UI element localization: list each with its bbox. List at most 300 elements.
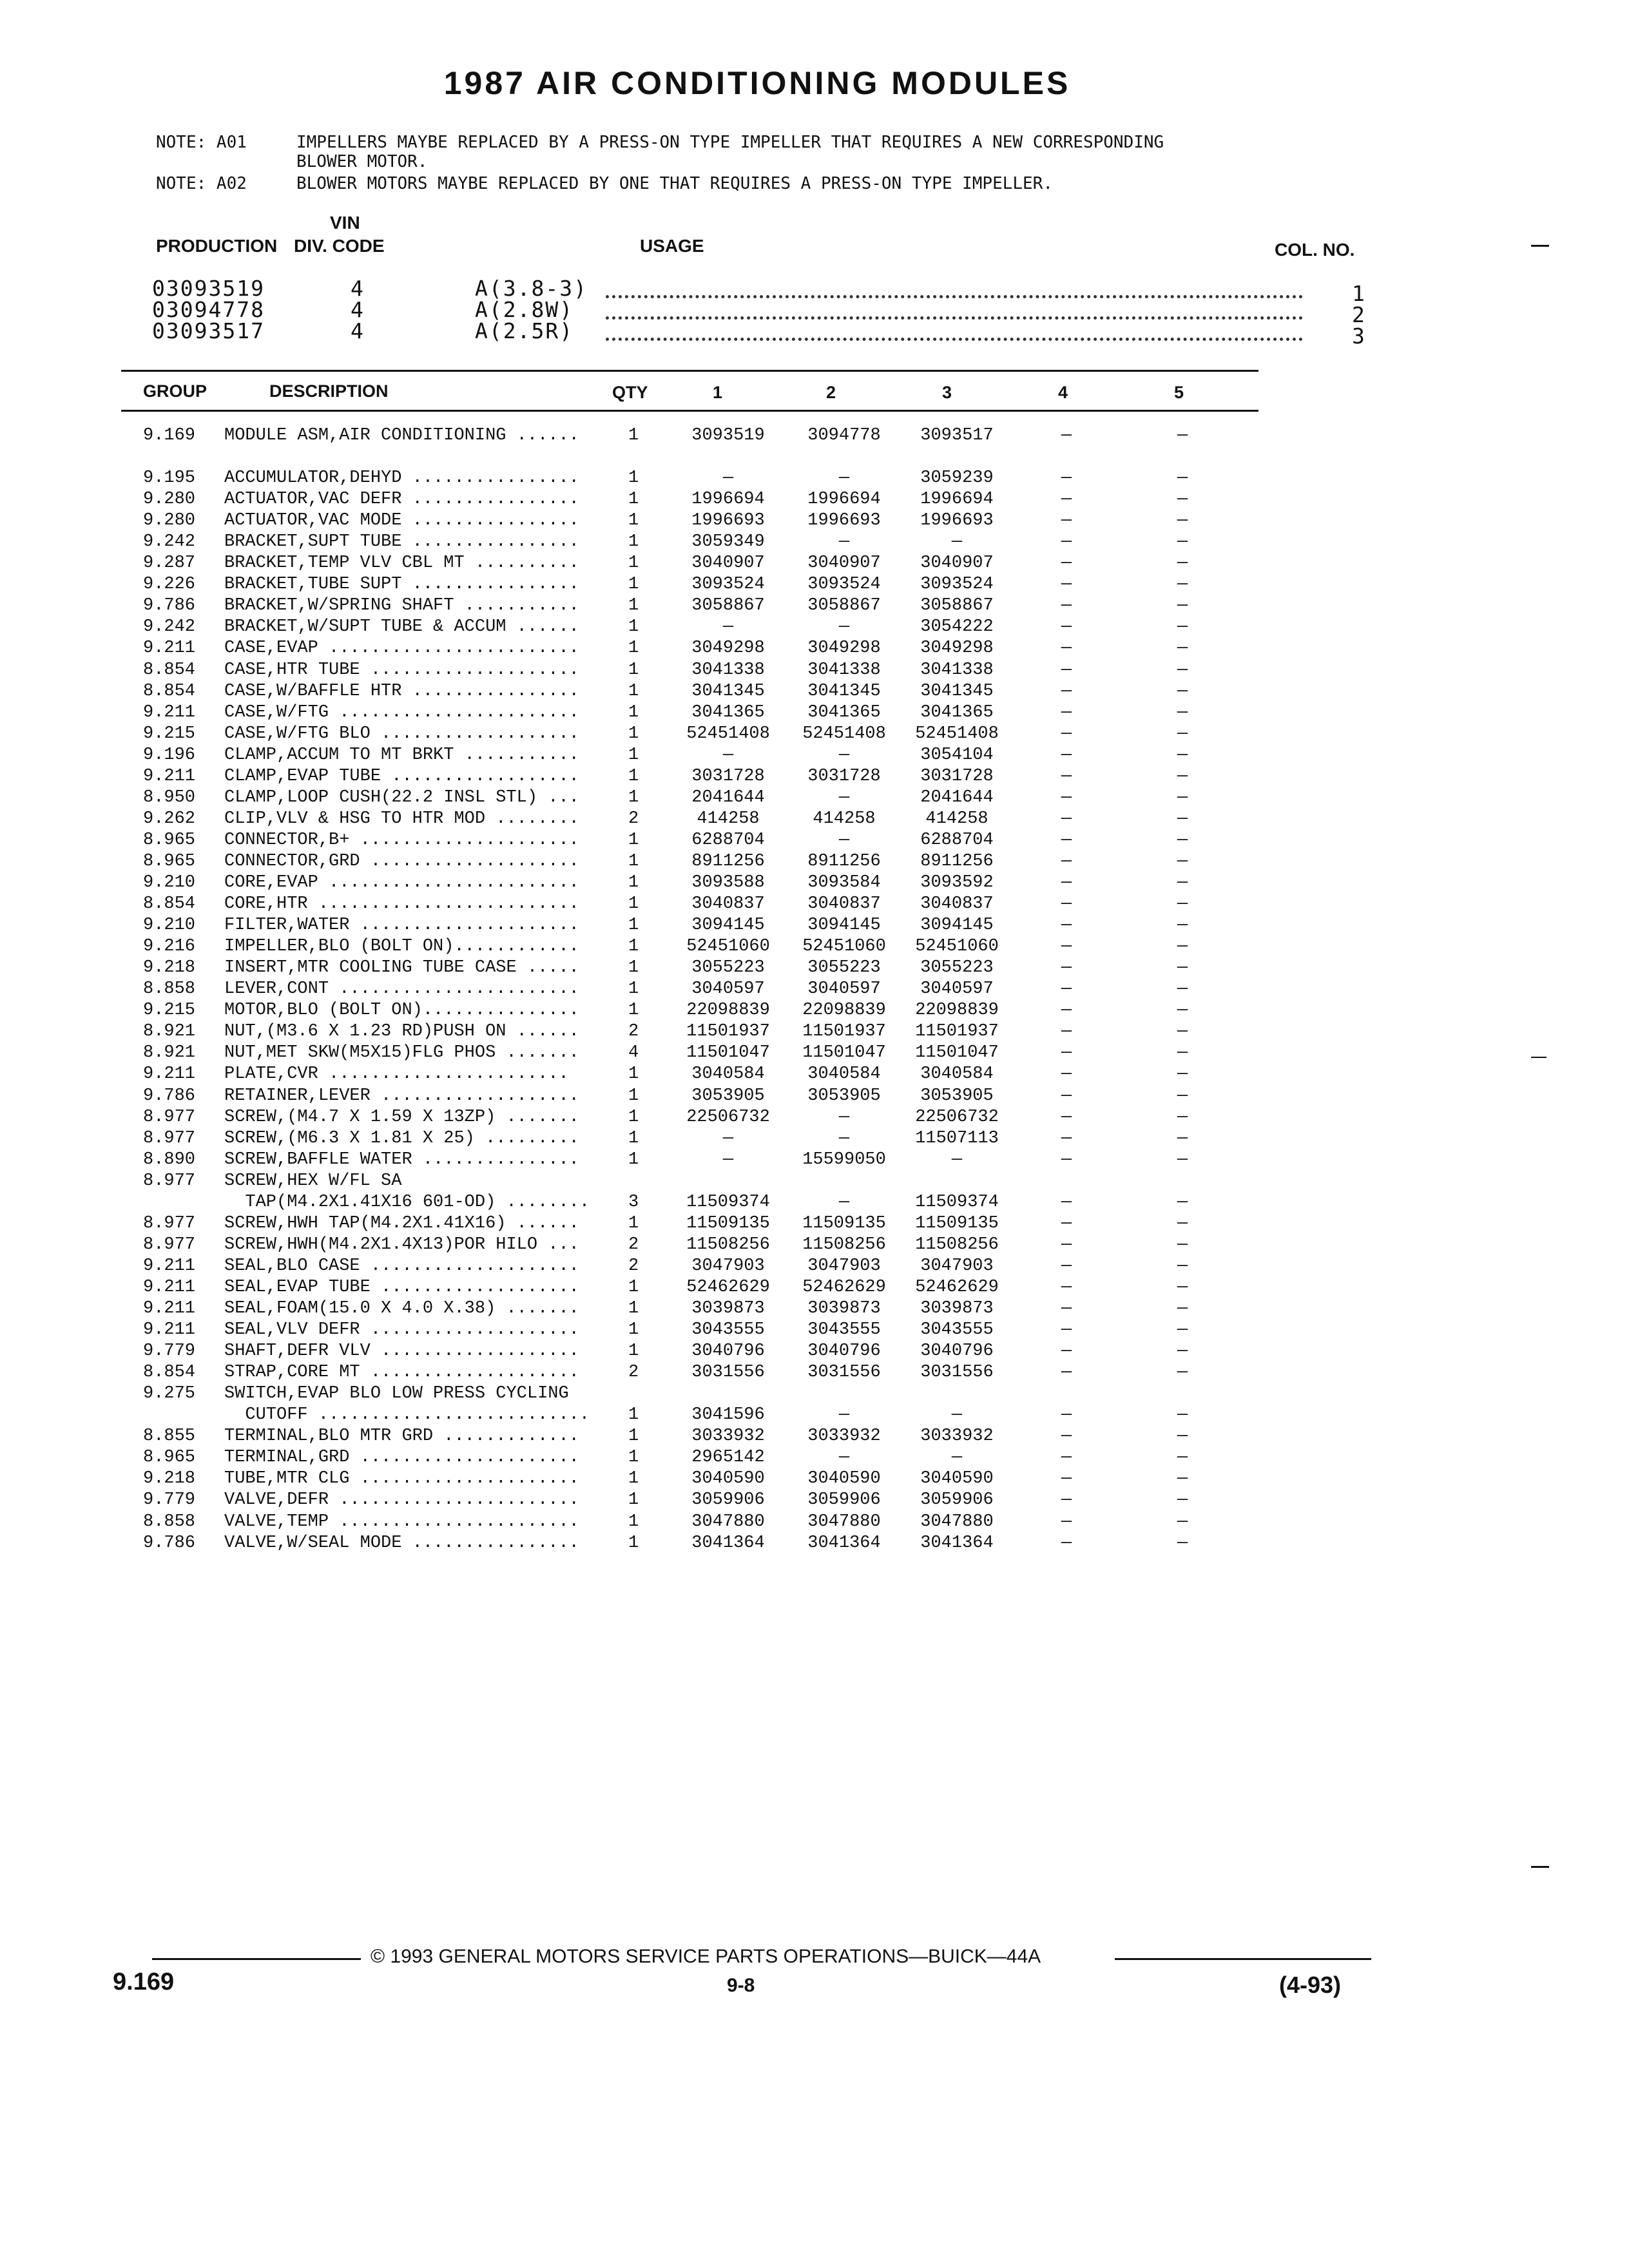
row-col1: 2965142 — [691, 1448, 765, 1468]
row-col2: 414258 — [813, 809, 876, 829]
row-col4: — — [1061, 1341, 1072, 1361]
row-col5: — — [1177, 681, 1188, 701]
row-col5: — — [1177, 851, 1188, 871]
row-col5: — — [1177, 958, 1188, 978]
row-col2: 3031556 — [807, 1363, 881, 1383]
row-col2: 11501937 — [802, 1022, 886, 1042]
row-group: 9.211 — [143, 1320, 196, 1340]
table-row — [0, 1447, 1629, 1468]
table-row — [0, 766, 1629, 787]
table-row — [0, 1341, 1629, 1362]
table-row — [0, 894, 1629, 915]
row-col4: — — [1061, 1086, 1072, 1106]
row-col1: — — [722, 745, 734, 765]
note-text-continued: BLOWER MOTOR. — [296, 152, 428, 171]
row-qty: 1 — [628, 532, 639, 552]
row-description: FILTER,WATER ..................... — [224, 916, 579, 936]
row-qty: 2 — [628, 809, 639, 829]
row-col5: — — [1177, 468, 1188, 488]
row-col3: 52451060 — [915, 937, 999, 957]
row-col4: — — [1061, 575, 1072, 595]
row-description: BRACKET,W/SPRING SHAFT ........... — [224, 596, 579, 616]
row-col4: — — [1061, 937, 1072, 957]
row-col2: 3094778 — [807, 426, 881, 445]
table-row — [0, 574, 1629, 595]
row-col1: 1996694 — [691, 490, 765, 510]
row-qty: 1 — [628, 702, 639, 722]
row-col5: — — [1177, 1086, 1188, 1106]
row-col4: — — [1061, 1299, 1072, 1318]
row-col5: — — [1177, 1533, 1188, 1553]
row-description: CONNECTOR,B+ ..................... — [224, 830, 579, 850]
row-col4: — — [1061, 766, 1072, 786]
row-col5: — — [1177, 575, 1188, 595]
row-col1: — — [722, 1128, 734, 1148]
row-col1: 22506732 — [686, 1107, 770, 1127]
row-col1: 3040597 — [691, 979, 765, 999]
row-col4: — — [1061, 426, 1072, 445]
row-col5: — — [1177, 916, 1188, 936]
row-col4: — — [1061, 702, 1072, 722]
row-qty: 4 — [628, 1043, 639, 1063]
row-group: 8.854 — [143, 894, 196, 914]
table-row — [0, 745, 1629, 766]
row-qty: 1 — [628, 766, 639, 786]
row-col2: 3055223 — [807, 958, 881, 978]
row-description: RETAINER,LEVER ................... — [224, 1086, 579, 1106]
row-col3: 11509374 — [915, 1192, 999, 1212]
row-description: IMPELLER,BLO (BOLT ON)............ — [224, 937, 579, 957]
row-qty: 1 — [628, 1213, 639, 1233]
row-col1: 11501047 — [686, 1043, 770, 1063]
row-col2: 3040584 — [807, 1064, 881, 1084]
row-col2: 1996693 — [807, 511, 881, 531]
row-group: 8.858 — [143, 1512, 196, 1532]
row-qty: 1 — [628, 660, 639, 680]
row-col4: — — [1061, 724, 1072, 744]
row-col4: — — [1061, 1256, 1072, 1276]
row-col2: 3041365 — [807, 702, 881, 722]
row-col4: — — [1061, 830, 1072, 850]
row-col3: 1996694 — [920, 490, 994, 510]
row-col2: — — [838, 1448, 850, 1468]
row-col5: — — [1177, 1341, 1188, 1361]
row-col4: — — [1061, 809, 1072, 829]
table-row — [0, 425, 1629, 447]
leader-dots — [606, 338, 1303, 341]
row-col4: — — [1061, 1405, 1072, 1425]
row-qty: 1 — [628, 1490, 639, 1510]
row-description: NUT,MET SKW(M5X15)FLG PHOS ....... — [224, 1043, 579, 1063]
table-row — [0, 595, 1629, 617]
table-row — [0, 957, 1629, 979]
row-col4: — — [1061, 1363, 1072, 1383]
row-group: 9.218 — [143, 958, 196, 978]
row-col5: — — [1177, 724, 1188, 744]
row-qty: 1 — [628, 745, 639, 765]
row-col3: 3053905 — [920, 1086, 994, 1106]
row-col5: — — [1177, 702, 1188, 722]
row-col4: — — [1061, 851, 1072, 871]
row-col3: 3040584 — [920, 1064, 994, 1084]
row-col5: — — [1177, 745, 1188, 765]
row-col2: — — [838, 745, 850, 765]
row-col3: 11507113 — [915, 1128, 999, 1148]
note-a02 — [156, 174, 1053, 193]
row-col3: 3059239 — [920, 468, 994, 488]
row-col5: — — [1177, 1213, 1188, 1233]
row-col4: — — [1061, 490, 1072, 510]
row-col1: 3093519 — [691, 426, 765, 445]
table-row — [0, 532, 1629, 553]
table-row — [0, 830, 1629, 851]
row-col3: 3040597 — [920, 979, 994, 999]
row-col4: — — [1061, 745, 1072, 765]
row-group: 9.280 — [143, 511, 196, 531]
table-row — [0, 702, 1629, 724]
row-col2: 3040837 — [807, 894, 881, 914]
row-col5: — — [1177, 1001, 1188, 1021]
row-description: PLATE,CVR ....................... — [224, 1064, 569, 1084]
table-row — [0, 617, 1629, 638]
row-col4: — — [1061, 1043, 1072, 1063]
row-col1: 3040837 — [691, 894, 765, 914]
vin-header: VIN — [330, 213, 360, 233]
note-text: BLOWER MOTORS MAYBE REPLACED BY ONE THAT REQUIRES A PRESS-ON TYPE IMPELLER. — [296, 174, 1053, 193]
row-col5: — — [1177, 639, 1188, 658]
row-qty: 1 — [628, 639, 639, 658]
row-col2: 3041338 — [807, 660, 881, 680]
row-group: 9.211 — [143, 1256, 196, 1276]
row-col3: 3094145 — [920, 916, 994, 936]
row-col5: — — [1177, 511, 1188, 531]
row-col5: — — [1177, 1149, 1188, 1169]
row-qty: 1 — [628, 1064, 639, 1084]
row-group: 9.786 — [143, 1533, 196, 1553]
row-group: 8.921 — [143, 1043, 196, 1063]
row-col2: — — [838, 1107, 850, 1127]
vin-production: 03093517 — [152, 318, 265, 343]
row-col1: 3093524 — [691, 575, 765, 595]
row-col3: 22098839 — [915, 1001, 999, 1021]
row-col3: 3031556 — [920, 1363, 994, 1383]
vin-div: 4 — [351, 276, 365, 301]
footer-rule-left — [152, 1958, 361, 1960]
row-col2: 3041364 — [807, 1533, 881, 1553]
row-col1: 3041364 — [691, 1533, 765, 1553]
group-header: GROUP — [143, 381, 207, 401]
row-qty: 1 — [628, 787, 639, 807]
row-group: 9.196 — [143, 745, 196, 765]
row-col4: — — [1061, 617, 1072, 637]
row-col5: — — [1177, 979, 1188, 999]
row-col2: — — [838, 1405, 850, 1425]
row-col5: — — [1177, 1064, 1188, 1084]
row-col2: 1996694 — [807, 490, 881, 510]
row-qty: 1 — [628, 1512, 639, 1532]
row-group: 8.950 — [143, 787, 196, 807]
row-col3: 3031728 — [920, 766, 994, 786]
row-col3: 52462629 — [915, 1277, 999, 1297]
row-col3: 3093517 — [920, 426, 994, 445]
row-qty: 2 — [628, 1235, 639, 1254]
row-qty: 1 — [628, 1320, 639, 1340]
row-col5: — — [1177, 1128, 1188, 1148]
row-col5: — — [1177, 894, 1188, 914]
table-row — [0, 553, 1629, 574]
row-description: INSERT,MTR COOLING TUBE CASE ..... — [224, 958, 579, 978]
row-qty: 1 — [628, 1299, 639, 1318]
row-group: 9.211 — [143, 1277, 196, 1297]
table-row — [0, 787, 1629, 809]
row-col5: — — [1177, 1320, 1188, 1340]
row-col1: 11508256 — [686, 1235, 770, 1254]
row-qty: 1 — [628, 1128, 639, 1148]
row-description: CLIP,VLV & HSG TO HTR MOD ........ — [224, 809, 579, 829]
row-col4: — — [1061, 873, 1072, 892]
note-label: NOTE: A02 — [156, 174, 247, 193]
row-qty: 2 — [628, 1363, 639, 1383]
row-group: 9.211 — [143, 1299, 196, 1318]
row-description: TUBE,MTR CLG ..................... — [224, 1469, 579, 1489]
row-qty: 1 — [628, 1107, 639, 1127]
row-description: SCREW,(M6.3 X 1.81 X 25) ......... — [224, 1128, 579, 1148]
row-qty: 2 — [628, 1256, 639, 1276]
table-row — [0, 1000, 1629, 1021]
row-col2: — — [838, 532, 850, 552]
margin-mark — [1531, 245, 1549, 247]
table-row — [0, 1320, 1629, 1341]
table-row — [0, 1533, 1629, 1554]
row-col5: — — [1177, 1192, 1188, 1212]
row-group: 8.977 — [143, 1171, 196, 1191]
table-row — [0, 851, 1629, 872]
row-qty: 1 — [628, 681, 639, 701]
row-col4: — — [1061, 1512, 1072, 1532]
row-col1: 3047880 — [691, 1512, 765, 1532]
row-col4: — — [1061, 787, 1072, 807]
row-col2: 52451060 — [802, 937, 886, 957]
row-col4: — — [1061, 1128, 1072, 1148]
row-group: 9.215 — [143, 724, 196, 744]
row-col2: 3093524 — [807, 575, 881, 595]
row-col5: — — [1177, 1490, 1188, 1510]
table-row — [0, 1192, 1629, 1213]
table-row — [0, 468, 1629, 489]
row-description: VALVE,TEMP ....................... — [224, 1512, 579, 1532]
row-qty: 1 — [628, 979, 639, 999]
row-qty: 1 — [628, 724, 639, 744]
row-col3: 414258 — [925, 809, 988, 829]
row-qty: 1 — [628, 553, 639, 573]
row-col2: 3040796 — [807, 1341, 881, 1361]
row-col5: — — [1177, 1363, 1188, 1383]
row-col1: 3053905 — [691, 1086, 765, 1106]
row-col1: 3041365 — [691, 702, 765, 722]
row-col2: 3043555 — [807, 1320, 881, 1340]
vin-col: 3 — [1352, 323, 1366, 349]
table-row — [0, 660, 1629, 681]
row-col1: 52451060 — [686, 937, 770, 957]
row-description: SWITCH,EVAP BLO LOW PRESS CYCLING — [224, 1384, 569, 1404]
row-col1: 11509135 — [686, 1213, 770, 1233]
row-group: 8.977 — [143, 1235, 196, 1254]
row-col5: — — [1177, 1256, 1188, 1276]
row-qty: 1 — [628, 1448, 639, 1468]
row-group: 9.218 — [143, 1469, 196, 1489]
row-group: 9.215 — [143, 1001, 196, 1021]
row-col2: 3094145 — [807, 916, 881, 936]
row-col1: 3033932 — [691, 1427, 765, 1446]
table-row — [0, 1256, 1629, 1277]
row-col1: — — [722, 1149, 734, 1169]
table-row — [0, 1383, 1629, 1405]
row-group: 9.211 — [143, 766, 196, 786]
footer-group-number: 9.169 — [113, 1968, 175, 1995]
table-row — [0, 1107, 1629, 1128]
row-col2: 11509135 — [802, 1213, 886, 1233]
row-qty: 1 — [628, 468, 639, 488]
row-col3: 8911256 — [920, 851, 994, 871]
row-description: BRACKET,TEMP VLV CBL MT .......... — [224, 553, 579, 573]
row-col5: — — [1177, 1469, 1188, 1489]
row-qty: 1 — [628, 916, 639, 936]
row-description: CASE,HTR TUBE .................... — [224, 660, 579, 680]
row-col5: — — [1177, 490, 1188, 510]
row-col1: 3031728 — [691, 766, 765, 786]
row-col5: — — [1177, 830, 1188, 850]
row-col4: — — [1061, 681, 1072, 701]
row-description: CORE,HTR ......................... — [224, 894, 579, 914]
row-qty: 1 — [628, 1149, 639, 1169]
row-description: TERMINAL,BLO MTR GRD ............. — [224, 1427, 579, 1446]
row-col2: 52462629 — [802, 1277, 886, 1297]
row-col4: — — [1061, 532, 1072, 552]
row-col2: — — [838, 830, 850, 850]
margin-mark — [1531, 1866, 1549, 1868]
row-qty: 2 — [628, 1022, 639, 1042]
table-row — [0, 1468, 1629, 1490]
row-description: NUT,(M3.6 X 1.23 RD)PUSH ON ...... — [224, 1022, 579, 1042]
row-col2: 22098839 — [802, 1001, 886, 1021]
row-description: CONNECTOR,GRD .................... — [224, 851, 579, 871]
row-group: 9.779 — [143, 1490, 196, 1510]
vin-div: 4 — [351, 318, 365, 343]
row-col5: — — [1177, 553, 1188, 573]
row-col1: — — [722, 617, 734, 637]
row-col2: 3039873 — [807, 1299, 881, 1318]
row-col3: 11501047 — [915, 1043, 999, 1063]
row-group: 9.210 — [143, 916, 196, 936]
table-row — [0, 638, 1629, 659]
row-col4: — — [1061, 468, 1072, 488]
row-col5: — — [1177, 426, 1188, 445]
row-description: VALVE,DEFR ....................... — [224, 1490, 579, 1510]
row-description: ACCUMULATOR,DEHYD ................ — [224, 468, 579, 488]
row-group: 9.262 — [143, 809, 196, 829]
row-col5: — — [1177, 660, 1188, 680]
description-header: DESCRIPTION — [269, 381, 389, 401]
table-row — [0, 1277, 1629, 1298]
row-description: LEVER,CONT ....................... — [224, 979, 579, 999]
table-row — [0, 1149, 1629, 1171]
row-col1: 3040907 — [691, 553, 765, 573]
page-title: 1987 AIR CONDITIONING MODULES — [443, 65, 1071, 101]
row-group: 9.779 — [143, 1341, 196, 1361]
row-description: MOTOR,BLO (BOLT ON)............... — [224, 1001, 579, 1021]
row-col3: 3093592 — [920, 873, 994, 892]
row-col5: — — [1177, 873, 1188, 892]
row-col2: 15599050 — [802, 1149, 886, 1169]
row-col2: — — [838, 1128, 850, 1148]
row-col3: 3041364 — [920, 1533, 994, 1553]
row-group: 8.854 — [143, 681, 196, 701]
table-row — [0, 979, 1629, 1000]
row-group: 8.965 — [143, 851, 196, 871]
row-description: BRACKET,W/SUPT TUBE & ACCUM ...... — [224, 617, 579, 637]
row-col5: — — [1177, 809, 1188, 829]
row-group: 9.287 — [143, 553, 196, 573]
row-description: VALVE,W/SEAL MODE ................ — [224, 1533, 579, 1553]
row-col5: — — [1177, 1512, 1188, 1532]
row-col3: 6288704 — [920, 830, 994, 850]
row-qty: 1 — [628, 1469, 639, 1489]
row-col2: — — [838, 617, 850, 637]
vin-col: 1 — [1352, 281, 1366, 306]
row-col2: 3053905 — [807, 1086, 881, 1106]
row-col1: 3093588 — [691, 873, 765, 892]
row-qty: 1 — [628, 1001, 639, 1021]
row-col2: 3058867 — [807, 596, 881, 616]
table-row — [0, 1490, 1629, 1511]
table-row — [0, 510, 1629, 532]
table-row — [0, 1128, 1629, 1149]
row-group: 8.977 — [143, 1128, 196, 1148]
table-row — [0, 1512, 1629, 1533]
row-description: SEAL,BLO CASE .................... — [224, 1256, 579, 1276]
row-qty: 1 — [628, 1341, 639, 1361]
row-description: SCREW,HWH(M4.2X1.4X13)POR HILO ... — [224, 1235, 579, 1254]
row-col1: 1996693 — [691, 511, 765, 531]
col2-header: 2 — [826, 383, 836, 402]
row-col3: 3047903 — [920, 1256, 994, 1276]
table-row — [0, 1235, 1629, 1256]
row-qty: 1 — [628, 1427, 639, 1446]
row-description: TAP(M4.2X1.41X16 601-OD) ........ — [224, 1192, 590, 1212]
row-col1: 8911256 — [691, 851, 765, 871]
table-row — [0, 1021, 1629, 1043]
row-col3: 3055223 — [920, 958, 994, 978]
row-description: SCREW,HWH TAP(M4.2X1.41X16) ...... — [224, 1213, 579, 1233]
row-qty: 1 — [628, 894, 639, 914]
row-col5: — — [1177, 937, 1188, 957]
row-group: 9.280 — [143, 490, 196, 510]
col1-header: 1 — [713, 383, 723, 402]
row-col5: — — [1177, 1427, 1188, 1446]
row-description: SHAFT,DEFR VLV ................... — [224, 1341, 579, 1361]
row-col3: 3040907 — [920, 553, 994, 573]
row-group: 8.965 — [143, 1448, 196, 1468]
row-col1: 22098839 — [686, 1001, 770, 1021]
row-col3: 2041644 — [920, 787, 994, 807]
row-col1: — — [722, 468, 734, 488]
row-group: 9.786 — [143, 596, 196, 616]
vin-usage: A(2.8W) — [475, 297, 574, 322]
row-col2: 3047903 — [807, 1256, 881, 1276]
row-col3: 3049298 — [920, 639, 994, 658]
row-description: SCREW,BAFFLE WATER ............... — [224, 1149, 579, 1169]
row-description: CASE,W/FTG ....................... — [224, 702, 579, 722]
